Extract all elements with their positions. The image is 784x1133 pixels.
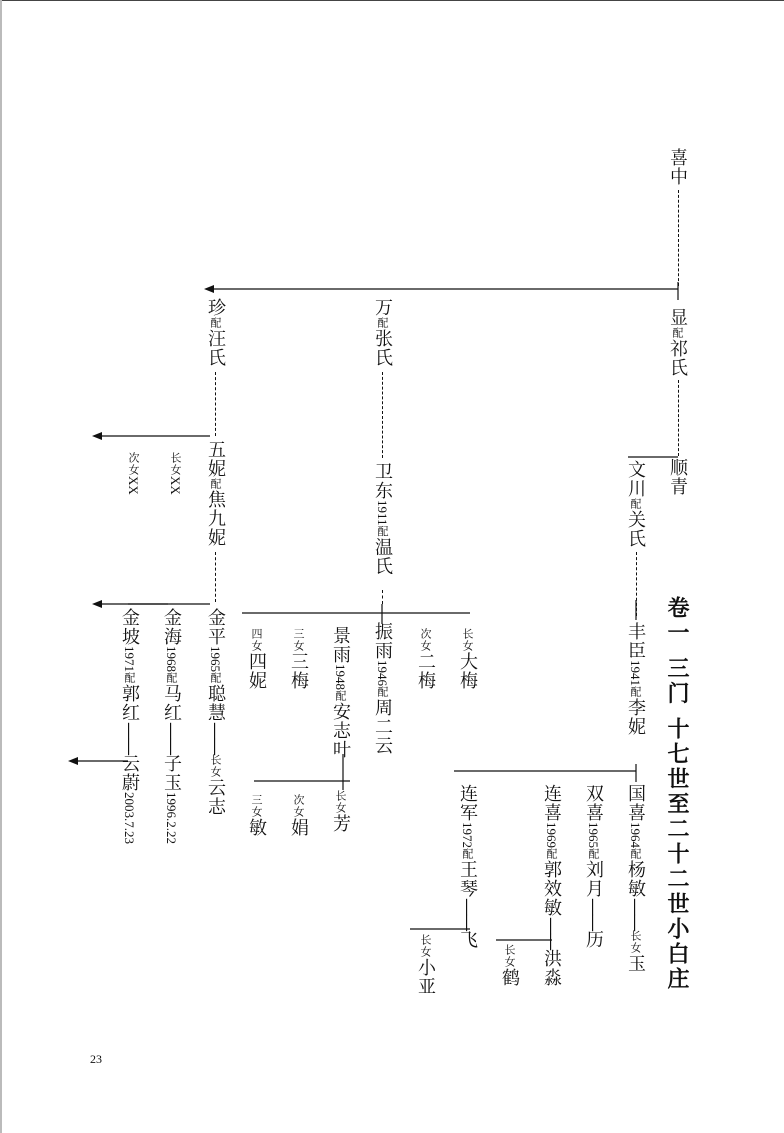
- person-fengchen: 丰臣1941配李妮: [625, 622, 646, 736]
- dash-xian: [678, 380, 679, 456]
- person-lianxi: 连喜1969配郭效敏——洪淼: [541, 784, 562, 987]
- person-lianjun: 连军1972配王琴——飞: [457, 784, 478, 949]
- daughter-wuni-1: 长女XX: [168, 452, 183, 495]
- page-title: 卷一 三门 十七世至二十二世小白庄: [664, 596, 690, 993]
- person-zhen: 珍配汪氏: [205, 298, 226, 367]
- person-jinhai: 金海1968配马红——子玉1996.2.22: [161, 608, 182, 844]
- person-xian: 显配祁氏: [667, 308, 688, 377]
- person-jinpo: 金坡1971配郭红——云蔚2003.7.23: [119, 608, 140, 844]
- person-zhenyu: 振雨1946配周二云: [372, 622, 393, 755]
- person-damei: 长女大梅: [457, 628, 478, 690]
- dash-wenchuan: [636, 552, 637, 616]
- person-weidong: 卫东1911配温氏: [372, 462, 393, 576]
- page-number: 23: [90, 1052, 102, 1066]
- person-min: 三女敏: [246, 794, 267, 837]
- arrow-head-1: [204, 285, 214, 293]
- root-name: 喜中: [667, 148, 688, 186]
- person-jinping: 金平1965配聪慧——长女云志: [205, 608, 226, 816]
- dash-wuni: [215, 552, 216, 602]
- dash-root: [678, 190, 679, 286]
- person-wan: 万配张氏: [372, 298, 393, 367]
- arrow-head-3: [92, 600, 102, 608]
- person-shuangxi: 双喜1965配刘月——历: [583, 784, 604, 949]
- person-jingyu: 景雨1948配安志叶: [330, 626, 351, 759]
- arrow-head-2: [92, 432, 102, 440]
- person-sanmei: 三女三梅: [288, 628, 309, 690]
- person-fang: 长女芳: [330, 790, 351, 833]
- person-wuni: 五妮配焦九妮: [205, 440, 226, 547]
- person-juan: 次女娟: [288, 794, 309, 837]
- person-he: 长女鹤: [499, 944, 520, 987]
- person-guoxi: 国喜1964配杨敏——长女玉: [625, 784, 646, 973]
- dash-zhen: [215, 372, 216, 436]
- person-ermei: 次女二梅: [415, 628, 436, 690]
- person-shunqing: 顺青: [667, 458, 688, 496]
- arrow-head-4: [68, 757, 78, 765]
- person-xiaoya: 长女小亚: [415, 934, 436, 996]
- person-wenchuan: 文川配关氏: [625, 460, 646, 548]
- dash-wan: [382, 372, 383, 458]
- dash-weidong: [382, 590, 383, 604]
- person-sini: 四女四妮: [246, 628, 267, 690]
- daughter-wuni-2: 次女XX: [126, 452, 141, 495]
